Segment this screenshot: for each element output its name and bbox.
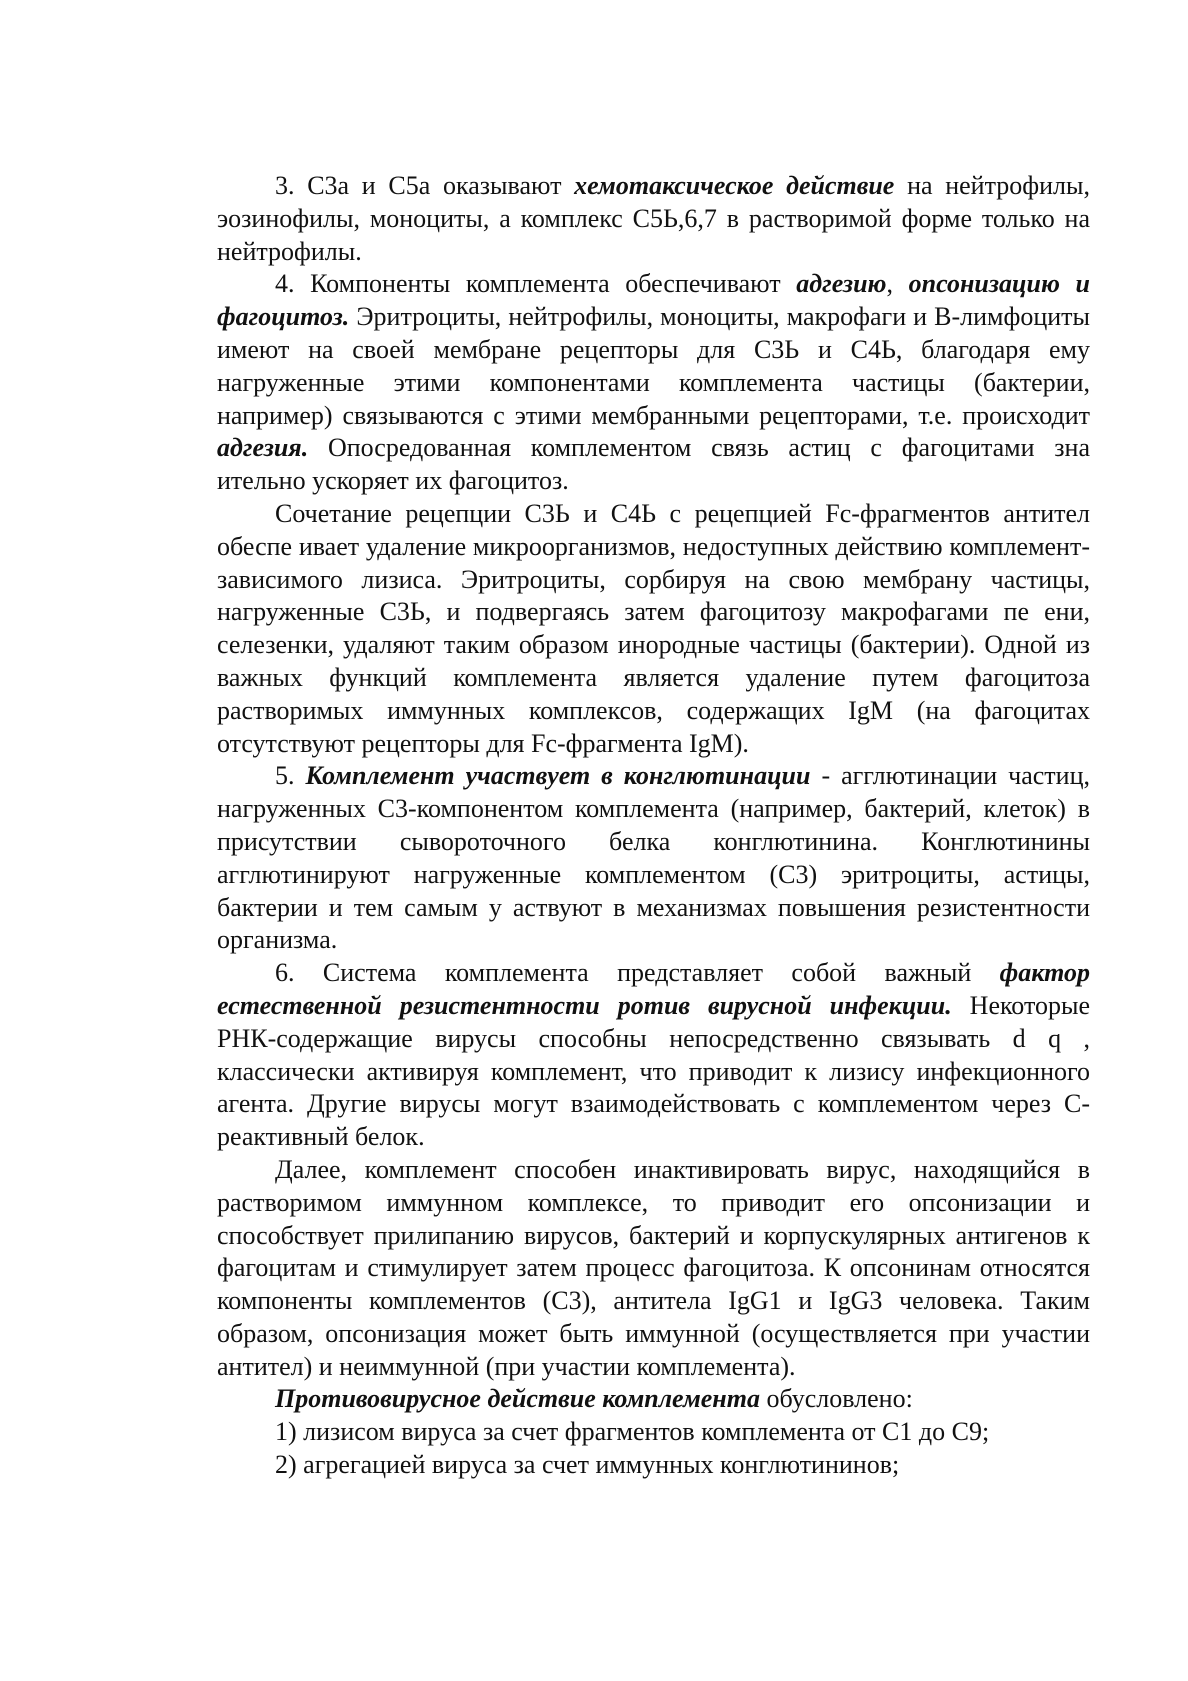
mechanism-list [217, 1416, 1090, 1482]
text-run: 5. [275, 761, 306, 791]
text-run: Сочетание рецепции С3Ь и С4Ь с рецепцией Fc-фрагментов антител обеспе ивает удаление микроорганизмов, недоступных действию комплемент-зависимого лизиса. Эритроциты, сорбируя на свою мембрану частицы, нагруженные С3Ь, и подвергаясь затем фагоцитозу макрофагами пе ени, селезенки, удаляют таким образом инородные частицы (бактерии). Одной из важных функций комплемента является удаление путем фагоцитоза растворимых иммунных комплексов, содержащих IgM (на фагоцитах отсутствуют рецепторы для Fc-фрагмента IgM). [217, 498, 1090, 758]
text-run: на нейтрофилы, эозинофилы, моноциты, а комплекс С5Ь,6,7 в растворимой форме только на нейтрофилы. [217, 171, 1090, 266]
text-run: Опосредованная комплементом связь астиц с фагоцитами зна ительно ускоряет их фагоцитоз. [217, 433, 1090, 496]
emphasized-term: Комплемент участвует в конглютинации [305, 761, 811, 791]
emphasized-term: Противовирусное действие комплемента [275, 1384, 760, 1414]
paragraph [217, 1154, 1090, 1384]
text-run: Далее, комплемент способен инактивировать вирус, находящийся в растворимом иммунном комплексе, то приводит его опсонизации и способствует прилипанию вирусов, бактерий и корпускулярных антигенов к фагоцитам и стимулирует затем процесс фагоцитоза. К опсонинам относятся компоненты комплементов (С3), антитела IgG1 и IgG3 человека. Таким образом, опсонизация может быть иммунной (осуществляется при участии антител) и неиммунной (при участии комплемента). [217, 1154, 1090, 1381]
document-page [217, 170, 1090, 1482]
list-item: 2) агрегацией вируса за счет иммунных конглютининов; [275, 1450, 900, 1480]
paragraph [217, 268, 1090, 498]
emphasized-term: адгезию [796, 269, 887, 299]
paragraph [217, 498, 1090, 760]
emphasized-term: опсонизацию и фагоцитоз. [217, 269, 1091, 332]
emphasized-term: адгезия. [217, 433, 309, 463]
list-item: 1) лизисом вируса за счет фрагментов комплемента от С1 до С9; [275, 1417, 990, 1447]
document-body [217, 170, 1090, 1416]
text-run: обусловлено: [759, 1384, 913, 1414]
emphasized-term: хемотаксическое действие [574, 171, 895, 200]
text-run: - агглютинации частиц, нагруженных С3-компонентом комплемента (например, бактерий, клеток) в присутствии сывороточного белка конглютинина. Конглютинины агглютинируют нагруженные комплементом (С3) эритроциты, астицы, бактерии и тем самым у аствуют в механизмах повышения резистентности организма. [217, 761, 1090, 955]
text-run: 6. Система комплемента представляет собой важный [275, 958, 1000, 988]
text-run: 4. Компоненты комплемента обеспечивают [275, 269, 797, 299]
paragraph [217, 170, 1090, 268]
text-run: Эритроциты, нейтрофилы, моноциты, макрофаги и В-лимфоциты имеют на своей мембране рецепторы для С3Ь и С4Ь, благодаря ему нагруженные этими компонентами комплемента частицы (бактерии, например) связываются с этими мембранными рецепторами, т.е. происходит [217, 302, 1090, 430]
text-run: , [886, 269, 909, 299]
paragraph [217, 1383, 1090, 1416]
emphasized-term: фактор естественной резистентности ротив вирусной инфекции. [217, 958, 1090, 1020]
text-run: Некоторые РНК-содержащие вирусы способны непосредственно связывать d q , классически активируя комплемент, что приводит к лизису инфекционного агента. Другие вирусы могут взаимодействовать с комплементом через С-реактивный белок. [217, 990, 1090, 1152]
paragraph [217, 957, 1090, 1154]
paragraph [217, 760, 1090, 957]
text-run: 3. С3а и С5а оказывают [275, 171, 575, 200]
